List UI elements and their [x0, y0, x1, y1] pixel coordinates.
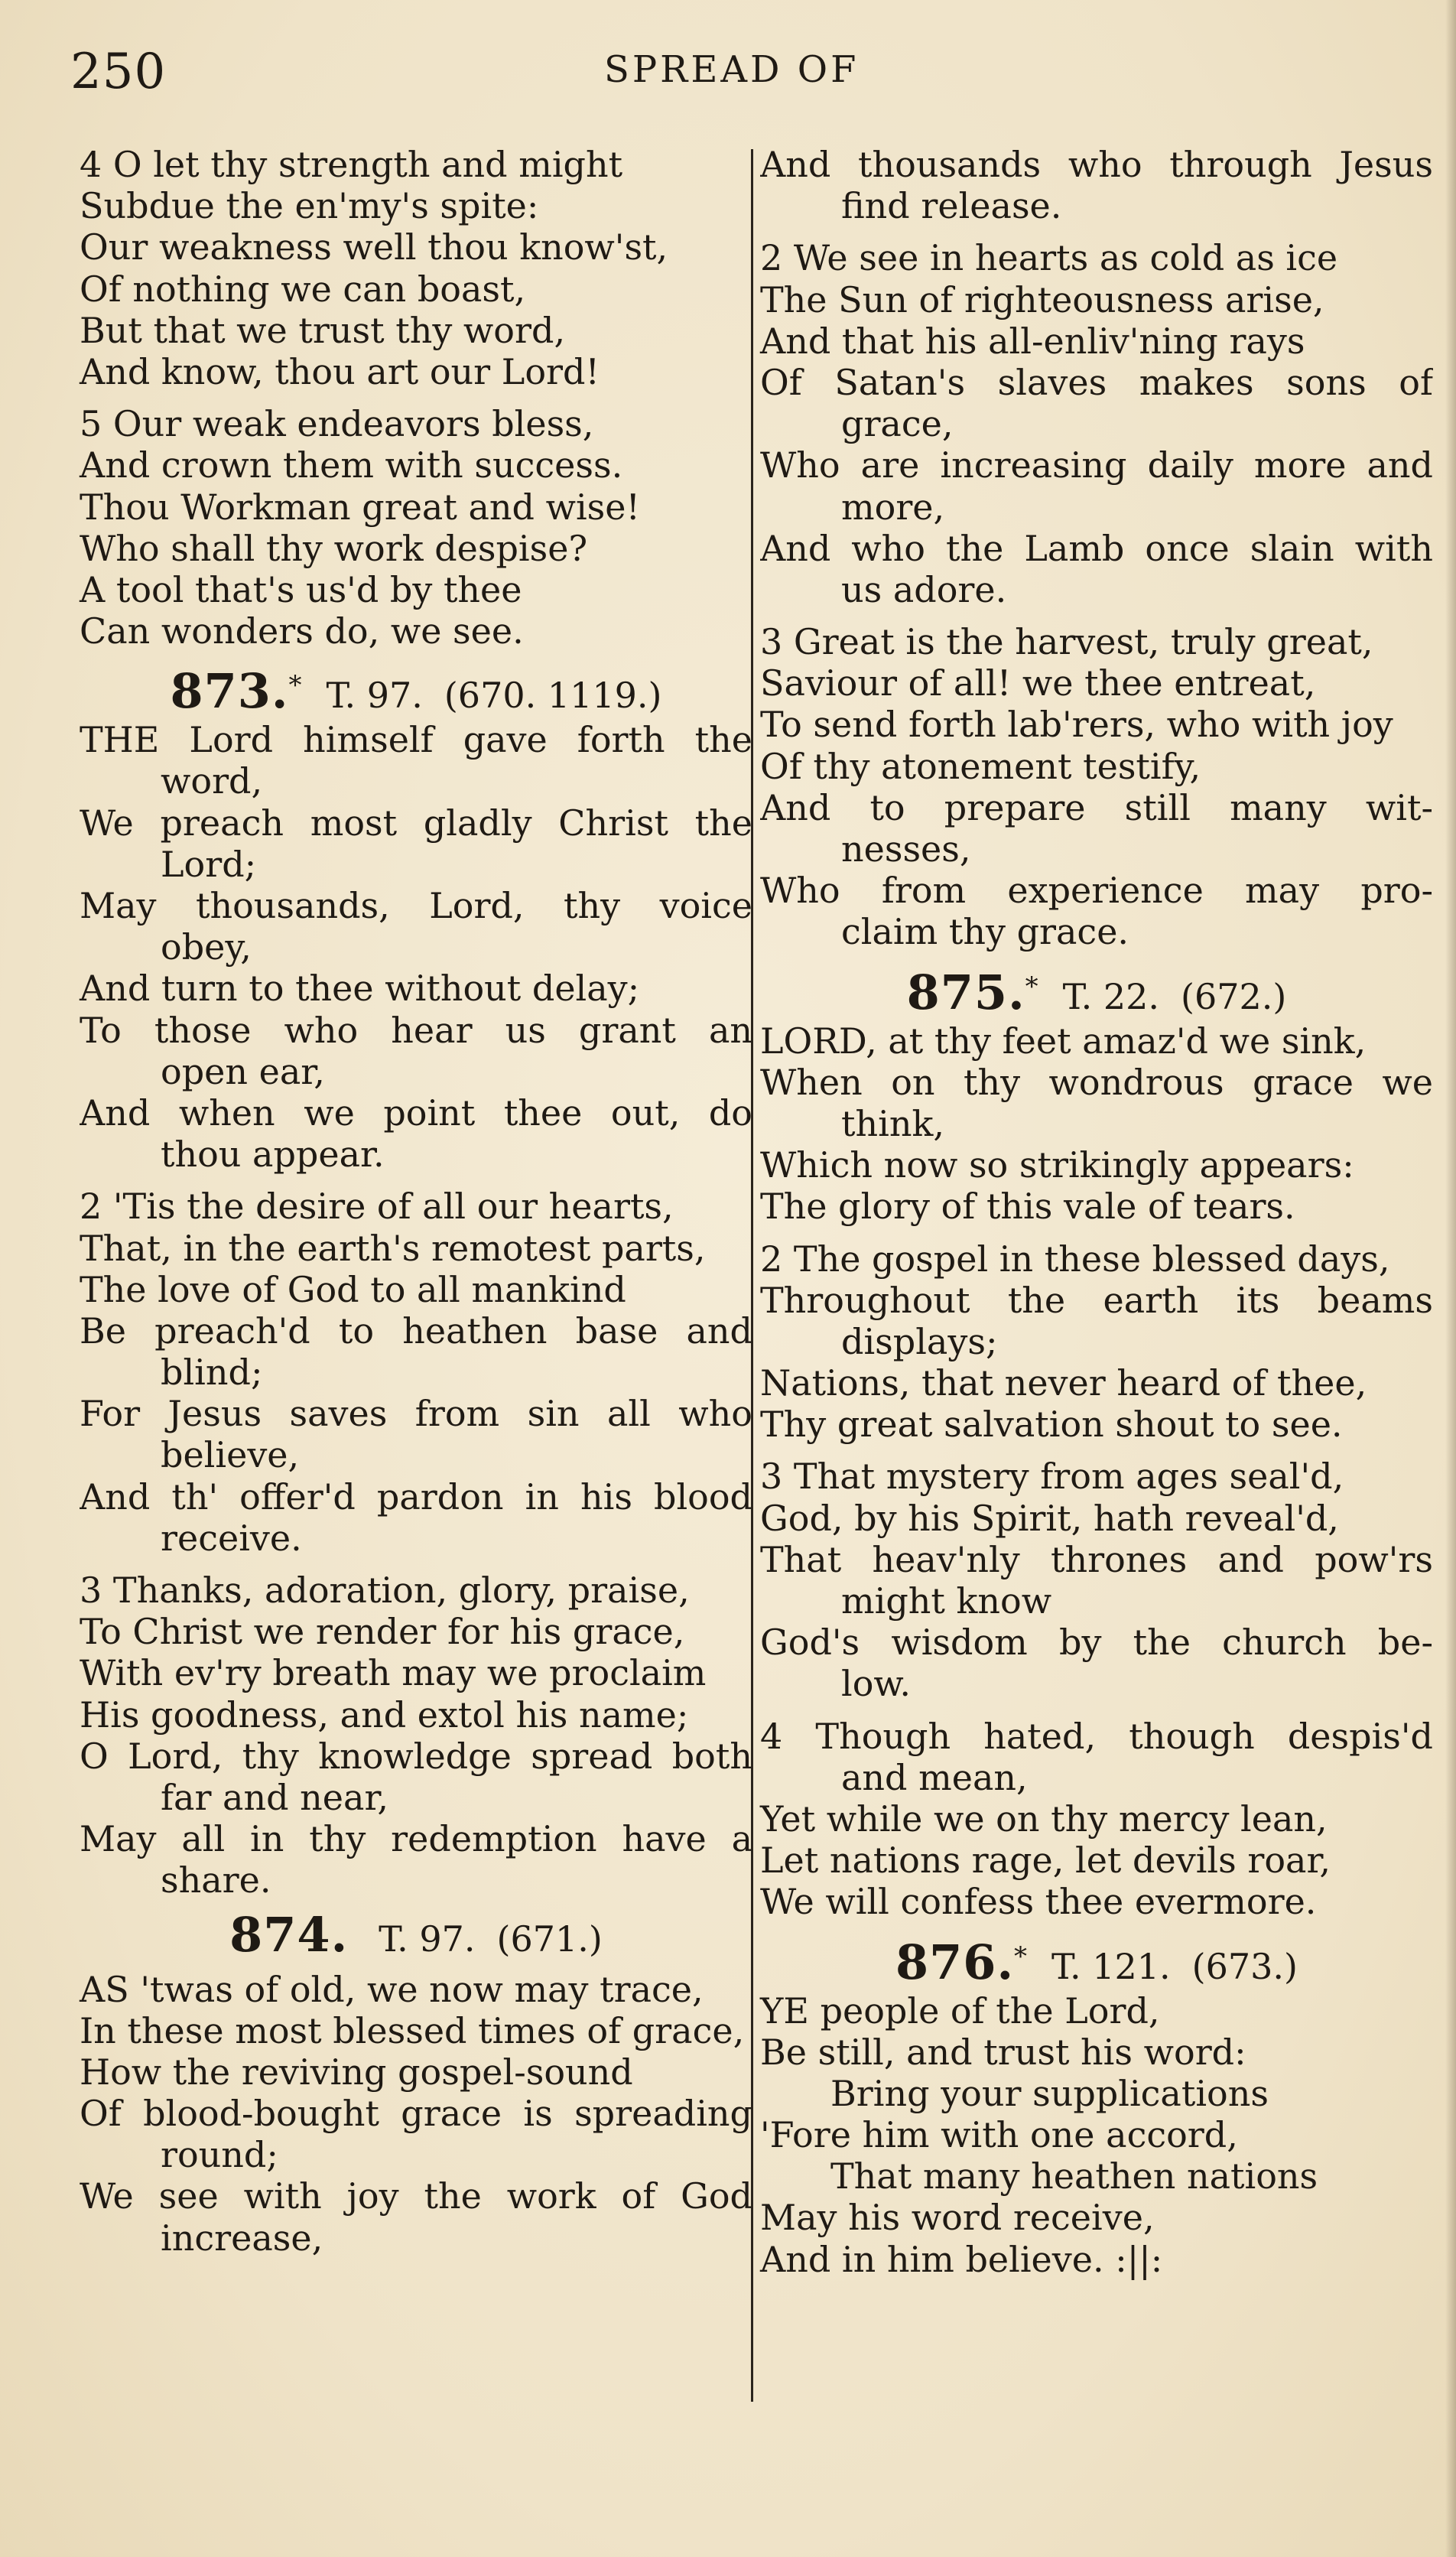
hymn-refs: (671.)	[496, 1918, 603, 1960]
verse-line: Be still, and trust his word:	[760, 2031, 1246, 2073]
verse-line: 3 Thanks, adoration, glory, praise,	[80, 1570, 690, 1611]
verse-line: displays;	[841, 1320, 998, 1362]
verse-line: far and near,	[161, 1776, 389, 1818]
verse-line: LORD, at thy feet amaz'd we sink,	[760, 1020, 1367, 1062]
verse-line: believe,	[161, 1434, 300, 1476]
verse-line: And to prepare still many wit-	[760, 786, 1433, 828]
verse-line: With ev'ry breath may we proclaim	[80, 1652, 707, 1694]
hymn-875-verse-1	[760, 1020, 1433, 1228]
verse-line: 2 'Tis the desire of all our hearts,	[80, 1186, 674, 1228]
verse-line: Subdue the en'my's spite:	[80, 185, 539, 227]
verse-line: And when we point thee out, do	[80, 1091, 752, 1134]
verse-line: Of thy atonement testify,	[760, 745, 1201, 787]
verse-line: Let nations rage, let devils roar,	[760, 1840, 1331, 1882]
hymn-873-verse-2	[80, 1186, 752, 1559]
verse-line: To send forth lab'rers, who with joy	[760, 704, 1393, 746]
hymn-number: 873.	[170, 663, 289, 720]
hymn-star: *	[1025, 971, 1038, 1002]
verse-line: 4 Though hated, though despis'd	[760, 1715, 1433, 1757]
hymn-star: *	[288, 670, 302, 701]
verse-line: We will confess thee evermore.	[760, 1881, 1317, 1923]
verse-line: think,	[841, 1102, 944, 1144]
verse-line: Be preach'd to heathen base and	[80, 1309, 752, 1352]
verse-line: God's wisdom by the church be-	[760, 1622, 1433, 1664]
verse-line: low.	[841, 1663, 911, 1705]
verse-line: His goodness, and extol his name;	[80, 1693, 689, 1736]
hymn-refs: (673.)	[1191, 1945, 1298, 1987]
verse-line: May his word receive,	[760, 2197, 1155, 2239]
hymn-refs: (670. 1119.)	[444, 675, 662, 717]
verse-line: Thy great salvation shout to see.	[760, 1404, 1343, 1446]
verse-line: How the reviving gospel-sound	[80, 2051, 633, 2093]
verse-line: find release.	[841, 185, 1062, 227]
verse-line: Our weakness well thou know'st,	[80, 226, 668, 268]
verse-line: Bring your supplications	[830, 2072, 1269, 2114]
verse-line: thou appear.	[161, 1134, 385, 1176]
hymn-874-verse-2	[760, 237, 1433, 610]
verse-line: To those who hear us grant an	[80, 1009, 752, 1051]
verse-line: Saviour of all! we thee entreat,	[760, 662, 1316, 704]
verse-line: The love of God to all mankind	[80, 1268, 626, 1310]
verse-line: O Lord, thy knowledge spread both	[80, 1735, 752, 1777]
verse-line: obey,	[161, 926, 252, 968]
verse-line: But that we trust thy word,	[80, 309, 566, 351]
verse-line: God, by his Spirit, hath reveal'd,	[760, 1497, 1339, 1539]
verse-line: 3 Great is the harvest, truly great,	[760, 621, 1373, 663]
verse-line: To Christ we render for his grace,	[80, 1611, 685, 1653]
verse-line: May all in thy redemption have a	[80, 1818, 752, 1860]
verse-line: And know, thou art our Lord!	[80, 350, 600, 392]
verse-line: Nations, that never heard of thee,	[760, 1362, 1367, 1404]
verse-line: increase,	[161, 2217, 323, 2259]
hymn-tune: T. 121.	[1051, 1945, 1171, 1987]
verse-line: grace,	[841, 403, 954, 445]
verse-line: open ear,	[161, 1050, 325, 1092]
hymn-number: 876.	[895, 1934, 1015, 1990]
verse-line: Who are increasing daily more and	[760, 444, 1433, 486]
verse-line: word,	[161, 760, 263, 802]
verse-line: Yet while we on thy mercy lean,	[760, 1797, 1328, 1840]
verse-line: Who from experience may pro-	[760, 870, 1433, 912]
hymn-875-verse-2	[760, 1238, 1433, 1446]
hymn-number: 875.	[906, 964, 1025, 1020]
verse-line: Which now so strikingly appears:	[760, 1144, 1354, 1186]
verse-line: Of Satan's slaves makes sons of	[760, 361, 1433, 403]
hymn-874-verse-1-end	[760, 144, 1433, 226]
verse-line: The glory of this vale of tears.	[760, 1186, 1295, 1228]
verse-line: That heav'nly thrones and pow'rs	[760, 1538, 1433, 1580]
verse-line: That, in the earth's remotest parts,	[80, 1227, 706, 1269]
verse-line: 3 That mystery from ages seal'd,	[760, 1456, 1344, 1498]
verse-line: us adore.	[841, 568, 1007, 610]
hymn-tune: T. 97.	[326, 675, 423, 717]
verse-line: blind;	[161, 1352, 263, 1394]
verse-line: Lord;	[161, 843, 257, 885]
verse-line: A tool that's us'd by thee	[80, 568, 522, 610]
verse-line: Of blood-bought grace is spreading	[80, 2093, 752, 2135]
verse-line: receive.	[161, 1517, 302, 1559]
hymn-875-verse-4	[760, 1716, 1433, 1923]
hymn-875-verse-3	[760, 1456, 1433, 1704]
verse-line: And who the Lamb once slain with	[760, 527, 1433, 569]
verse-4	[80, 144, 752, 392]
verse-line: and mean,	[841, 1756, 1028, 1798]
hymn-tune: T. 97.	[379, 1918, 476, 1960]
verse-line: We see with joy the work of God	[80, 2175, 752, 2217]
verse-line: The Sun of righteousness arise,	[760, 278, 1324, 320]
right-column	[760, 144, 1433, 2280]
hymn-876-verse-1	[760, 1990, 1433, 2280]
hymn-heading-874	[80, 1901, 752, 1969]
verse-line: May thousands, Lord, thy voice	[80, 885, 752, 926]
verse-line: We preach most gladly Christ the	[80, 802, 752, 844]
verse-line: round;	[161, 2134, 278, 2176]
verse-line: 5 Our weak endeavors bless,	[80, 403, 594, 445]
hymn-tune: T. 22.	[1062, 975, 1159, 1017]
verse-line: 2 The gospel in these blessed days,	[760, 1238, 1390, 1280]
page-number: 250	[70, 44, 167, 100]
verse-line: Who shall thy work despise?	[80, 527, 588, 569]
verse-line: 'Fore him with one accord,	[760, 2114, 1238, 2156]
verse-line: And in him believe. :||:	[760, 2238, 1163, 2280]
verse-line: 2 We see in hearts as cold as ice	[760, 237, 1338, 279]
verse-line: When on thy wondrous grace we	[760, 1061, 1433, 1103]
verse-line: And thousands who through Jesus	[760, 144, 1433, 185]
verse-line: Of nothing we can boast,	[80, 268, 526, 310]
verse-line: And crown them with success.	[80, 444, 623, 486]
running-head: SPREAD OF	[604, 48, 860, 91]
verse-line: Can wonders do, we see.	[80, 610, 524, 652]
verse-line: And turn to thee without delay;	[80, 968, 640, 1010]
hymn-star: *	[1014, 1941, 1028, 1972]
hymn-number: 874.	[229, 1906, 349, 1963]
hymn-873-verse-3	[80, 1570, 752, 1901]
verse-5	[80, 403, 752, 652]
page-edge-shadow	[1445, 0, 1456, 2557]
verse-line: That many heathen nations	[830, 2155, 1318, 2198]
verse-line: claim thy grace.	[841, 911, 1129, 953]
verse-line: Thou Workman great and wise!	[80, 486, 640, 528]
verse-line: And that his all-enliv'ning rays	[760, 320, 1305, 362]
verse-line: more,	[841, 486, 945, 528]
verse-line: In these most blessed times of grace,	[80, 2009, 745, 2051]
verse-line: AS 'twas of old, we now may trace,	[80, 1968, 704, 2010]
hymn-874-verse-3	[760, 621, 1433, 953]
left-column	[80, 144, 752, 2259]
verse-line: THE Lord himself gave forth the	[80, 719, 752, 761]
hymn-heading-875	[760, 953, 1433, 1020]
hymn-heading-876	[760, 1923, 1433, 1990]
verse-line: YE people of the Lord,	[760, 1989, 1160, 2032]
verse-line: 4 O let thy strength and might	[80, 144, 623, 185]
verse-line: For Jesus saves from sin all who	[80, 1393, 752, 1435]
verse-line: And th' offer'd pardon in his blood	[80, 1475, 752, 1518]
verse-line: might know	[841, 1580, 1052, 1622]
hymn-874-verse-1	[80, 1969, 752, 2259]
hymn-873-verse-1	[80, 719, 752, 1175]
hymn-refs: (672.)	[1181, 975, 1287, 1017]
verse-line: nesses,	[841, 828, 971, 870]
hymn-heading-873	[80, 652, 752, 719]
verse-line: share.	[161, 1859, 271, 1901]
verse-line: Throughout the earth its beams	[760, 1279, 1433, 1321]
